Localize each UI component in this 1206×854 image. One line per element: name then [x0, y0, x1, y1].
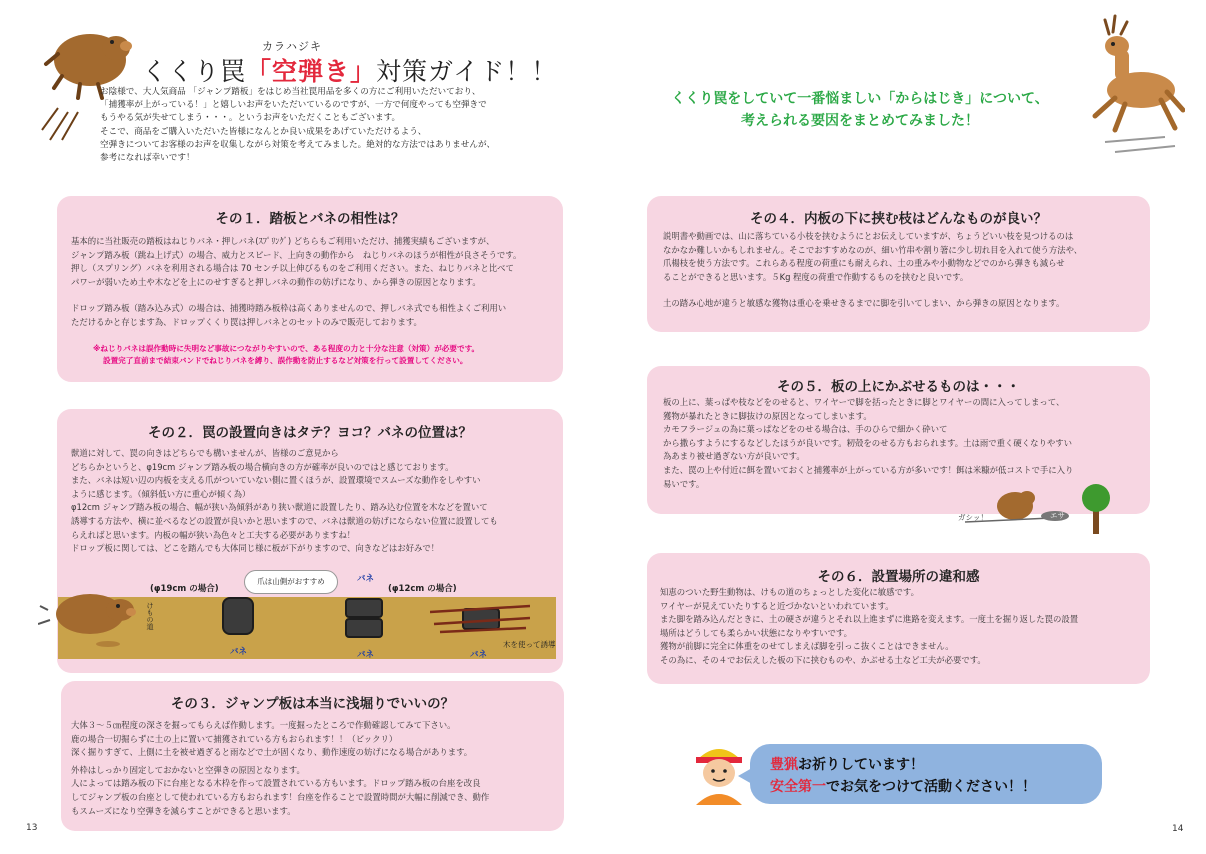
- paragraph-line: 鹿の場合一切掘らずに土の上に置いて捕獲されている方もおられます！！（ビックリ）: [71, 733, 398, 744]
- trap-12cm-b: [345, 618, 383, 638]
- section-5-title: その５．板の上にかぶせるものは・・・: [777, 379, 1020, 395]
- paragraph-line: どちらかというと、φ19cm ジャンプ踏み板の場合横向きの方が確率が良いのではと感じております。: [71, 461, 454, 472]
- page-number-left: 13: [26, 823, 38, 833]
- section-2-body: [71, 447, 555, 556]
- paragraph-line: 爪楊枝を使う方法です。これらある程度の荷重にも耐えられ、土の重みや小動物などでのから弾きも減らせ: [663, 258, 1065, 269]
- paragraph-line: 為あまり被せ過ぎない方が良いです。: [663, 451, 805, 462]
- section-1-card: [57, 196, 563, 382]
- safety-callout: [750, 744, 1102, 804]
- section-1-title: その１．踏板とバネの相性は？: [215, 211, 405, 227]
- paragraph-line: ように感じます。（傾斜低い方に重心が傾く為）: [71, 488, 251, 499]
- headline-line: 考えられる要因をまとめてみました！: [741, 113, 979, 129]
- headline: [640, 88, 1080, 132]
- paragraph-line: から撒らすようにするなどしたほうが良いです。籾殻をのせる方もおられます。土は雨で重く硬くなりやすい: [663, 437, 1073, 448]
- paragraph-line: 獲物が暴れたときに脚抜けの原因となってしまいます。: [663, 410, 872, 421]
- title-keyword: 「空弾き」: [246, 57, 377, 86]
- page-number-right: 14: [1172, 824, 1184, 834]
- intro-line: 「捕獲率が上がっている！」と嬉しいお声をいただいているのですが、一方で何度やっても空弾きで: [100, 100, 487, 111]
- paragraph-line: もスムーズになり空弾きを減らすことができると思います。: [71, 805, 296, 816]
- wood-guide-label: 木を使って誘導: [503, 640, 556, 649]
- trap-19cm: [222, 597, 254, 635]
- deer-illustration: [1075, 12, 1185, 157]
- paragraph-line: [71, 289, 551, 302]
- paragraph-line: 獣道に対して、罠の向きはどちらでも構いませんが、皆様のご意見から: [71, 448, 339, 458]
- headline-line: くくり罠をしていて一番悩ましい「からはじき」について、: [671, 91, 1049, 107]
- spring-label-a: バネ: [230, 647, 248, 657]
- warning-line: 設置完了直前まで結束バンドでねじりバネを縛り、誤作動を防止するなど対策を行って設置してください。: [103, 356, 468, 365]
- paragraph-line: 説明書や動画では、山に落ちている小枝を挟むようにとお伝えしていますが、ちょうどいい枝を見つけるのは: [663, 231, 1074, 241]
- sfx-label: ガシッ！: [958, 513, 988, 522]
- page-title: [142, 52, 557, 88]
- section-3-title: その３．ジャンプ板は本当に浅堀りでいいの？: [170, 696, 455, 712]
- label-19cm: (φ19cm の場合): [150, 584, 219, 594]
- title-pre: くくり罠: [142, 57, 247, 86]
- intro-line: もうやる気が失せてしまう・・・。というお声をいただくこともございます。: [100, 113, 401, 124]
- callout-line-2: [770, 776, 1036, 796]
- paragraph-line: 獲物が前脚に完全に体重をのせてしまえば脚を引っこ抜くことはできません。: [660, 641, 954, 652]
- paragraph-line: なかなか難しいかもしれません。そこでおすすめなのが、細い竹串や割り箸に少し切れ目を入れて使う方法や、: [663, 244, 1083, 255]
- intro-line: お陰様で、大人気商品 「ジャンプ踏板」をはじめ当社罠用品を多くの方にご利用いただいており、: [100, 87, 481, 97]
- paragraph-line: ジャンプ踏み板（跳ね上げ式）の場合、威力とスピード、上向きの動作から ねじりバネのほうが相性が良さそうです。: [71, 249, 522, 260]
- intro-line: 参考になれば幸いです！: [100, 153, 195, 164]
- tip-bubble: 爪は山側がおすすめ: [244, 570, 338, 594]
- paragraph-line: また、罠の上や付近に餌を置いておくと捕獲率が上がっている方が多いです！餌は米糠が低コストで手に入り: [663, 464, 1074, 475]
- paragraph-line: 外枠はしっかり固定しておかないと空弾きの原因となります。: [71, 764, 305, 775]
- section-2-title: その２．罠の設置向きはタテ？ヨコ？バネの位置は？: [148, 425, 472, 441]
- intro-text: [100, 86, 570, 165]
- paragraph-line: ドロップ板に関しては、どこを踏んでも大体同じ様に板が下がりますので、向きなどはお好みで！: [71, 543, 440, 554]
- callout-tail: [738, 768, 752, 784]
- paragraph-line: カモフラージュの為に葉っぱなどをのせる場合は、手のひらで細かく砕いて: [663, 424, 948, 435]
- paragraph-line: パワーが弱いため土や木などを上にのせすぎると押しバネの動作の妨げになり、から弾きの原因となります。: [71, 276, 481, 287]
- section-3-body: [71, 719, 557, 818]
- trail-label: けもの道: [146, 602, 154, 630]
- paragraph-line: らえればと思います。内板の幅が狭い為色々と工夫する必要がありますね！: [71, 529, 356, 540]
- title-ruby: カラハジキ: [262, 40, 322, 53]
- spring-label-c: バネ: [470, 650, 488, 660]
- paragraph-line: ただけるかと存じます為、ドロップくくり罠は押しバネとのセットのみで販売しております。: [71, 316, 422, 327]
- section-6-title: その６．設置場所の違和感: [817, 569, 980, 585]
- title-post: 対策ガイド！！: [376, 57, 558, 86]
- paragraph-line: また、バネは短い辺の内板を支える爪がついていない側に置くほうが、設置環境でスムーズな動作をしやすい: [71, 475, 481, 486]
- paragraph-line: ドロップ踏み板（踏み込み式）の場合は、捕獲時踏み板枠は高くありませんので、押しバネ式でも相性よくご利用い: [71, 303, 507, 314]
- section-1-warning: [93, 343, 553, 367]
- section-4-body: [663, 230, 1143, 311]
- paragraph-line: 場所はどうしても柔らかい状態になりやすいです。: [660, 627, 852, 638]
- spring-label-top: バネ: [357, 574, 375, 584]
- paragraph-line: 板の上に、葉っぱや枝などをのせると、ワイヤーで脚を括ったときに脚とワイヤーの間に入ってしまって、: [663, 397, 1065, 407]
- spring-label-b: バネ: [357, 650, 375, 660]
- section-4-card: [647, 196, 1150, 332]
- running-boar-illustration: [38, 580, 138, 650]
- intro-line: 空弾きについてお客様のお声を収集しながら対策を考えてみました。絶対的な方法ではありませんが、: [100, 139, 496, 150]
- paragraph-line: 人によっては踏み板の下に台座となる木枠を作って設置されている方もいます。ドロップ踏み板の台座を改良: [71, 778, 481, 789]
- paragraph-line: 深く掘りすぎて、上側に土を被せ過ぎると雨などで土が固くなり、動作速度の妨げになる場合があります。: [71, 747, 473, 758]
- paragraph-line: 易いです。: [663, 478, 705, 489]
- paragraph-line: ワイヤーが見えていたりすると近づかないといわれています。: [660, 600, 894, 611]
- section-6-card: [647, 553, 1150, 684]
- section-6-body: [660, 586, 1144, 668]
- wood-guide: [430, 604, 530, 634]
- callout-emph-1: 豊猟: [770, 757, 798, 773]
- paragraph-line: 基本的に当社販売の踏板はねじりバネ・押しバネ(ｽﾌﾟﾘﾝｸﾞ) どちらもご利用いただけ、捕獲実績もございますが、: [71, 236, 495, 246]
- bait-label: エサ: [1050, 511, 1065, 520]
- trap-12cm-a: [345, 598, 383, 618]
- callout-text-1: お祈りしています！: [798, 757, 924, 773]
- paragraph-line: してジャンプ板の台座として使われている方もおられます！台座を作ることで設置時間が大幅に削減でき、動作: [71, 791, 490, 802]
- warning-line: ※ねじりバネは誤作動時に失明など事故につながりやすいので、ある程度の力と十分な注意（対策）が必要です。: [93, 344, 480, 353]
- section-5-body: [663, 396, 1147, 491]
- paragraph-line: また脚を踏み込んだときに、土の硬さが違うとそれ以上進まずに進路を変えます。一度土を掘り返した罠の設置: [660, 614, 1079, 625]
- paragraph-line: 土の踏み心地が違うと敏感な獲物は重心を乗せきるまでに脚を引いてしまい、から弾きの原因となります。: [663, 298, 1065, 309]
- paragraph-line: ることができると思います。５Kg 程度の荷重で作動するものを挟むと良いです。: [663, 271, 969, 282]
- paragraph-line: その為に、その４でお伝えした板の下に挟むものや、かぶせる土など工夫が必要です。: [660, 654, 986, 665]
- callout-line-1: [770, 754, 924, 774]
- paragraph-line: 知恵のついた野生動物は、けもの道のちょっとした変化に敏感です。: [660, 587, 919, 597]
- paragraph-line: φ12cm ジャンプ踏み板の場合、幅が狭い為傾斜があり狭い獣道に設置したり、踏み込む位置を木などを置いて: [71, 502, 488, 513]
- callout-emph-2: 安全第一: [770, 779, 826, 795]
- section-4-title: その４．内板の下に挟む枝はどんなものが良い？: [750, 211, 1047, 227]
- callout-text-2: でお気をつけて活動ください！！: [826, 779, 1036, 795]
- label-12cm: (φ12cm の場合): [388, 584, 457, 594]
- paragraph-line: 誘導する方法や、横に並べるなどの設置が良いかと思いますので、バネは獣道の妨げにならない位置に設置しても: [71, 515, 498, 526]
- intro-line: そこで、商品をご購入いただいた皆様になんとか良い成果をあげていただけるよう、: [100, 126, 427, 137]
- paragraph-line: 押し（スプリング）バネを利用される場合は 70 センチ以上伸びるものをご利用ください。また、ねじりバネと比べて: [71, 263, 514, 274]
- section-3-card: [61, 681, 564, 831]
- paragraph-line: [663, 284, 1143, 297]
- section-1-body: [71, 235, 551, 330]
- paragraph-line: 大体３～５㎝程度の深さを掘ってもらえば作動します。一度掘ったところで作動確認してみて下さい。: [71, 720, 456, 730]
